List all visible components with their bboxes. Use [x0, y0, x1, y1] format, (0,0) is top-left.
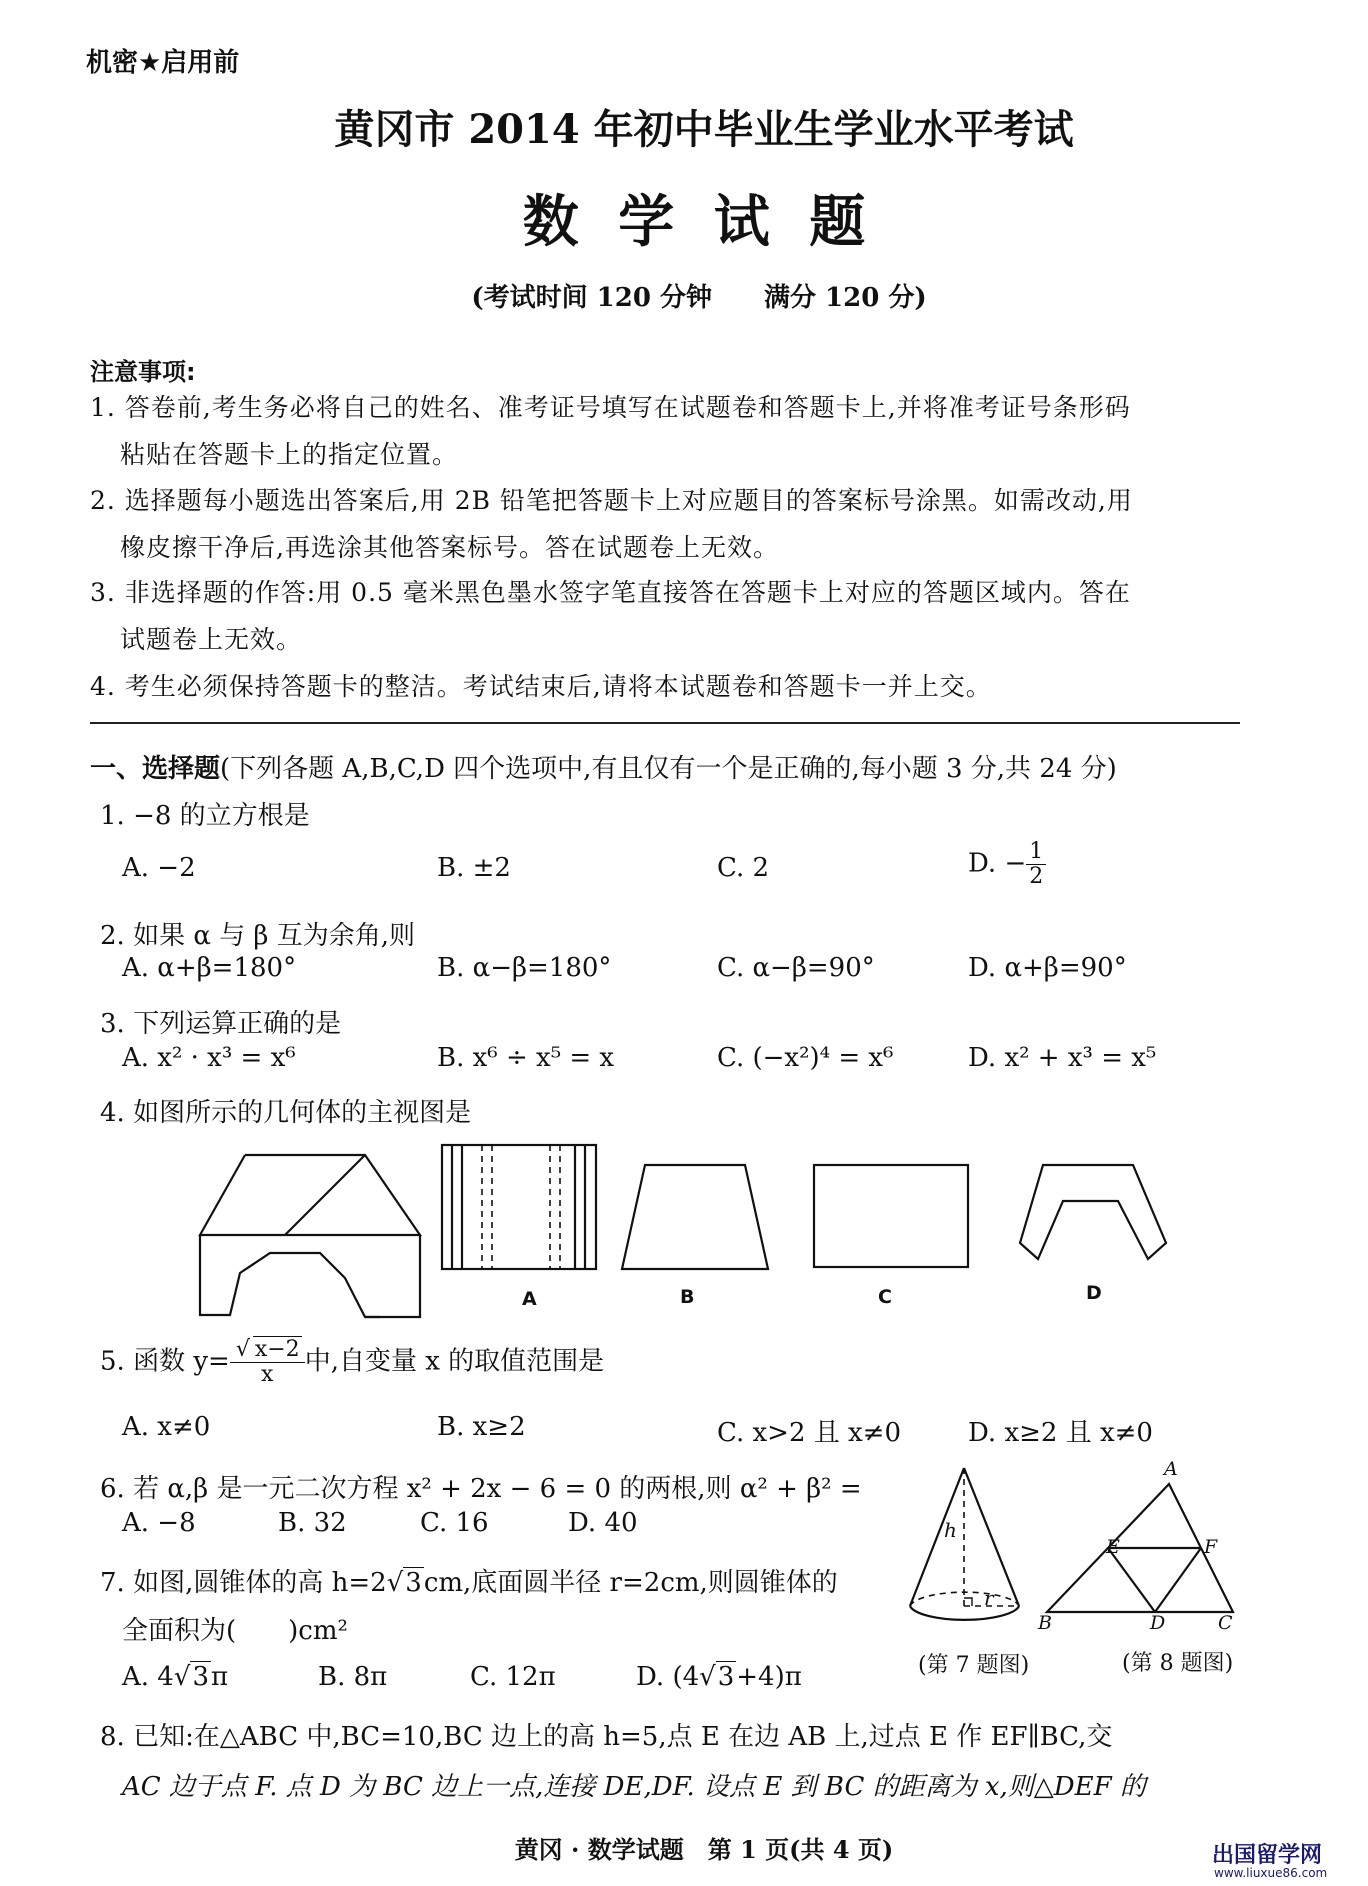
- watermark-logo: 出国留学网: [1212, 1843, 1323, 1868]
- q5-option-a: A. x≠0: [122, 1412, 211, 1442]
- notice-item-1: 1. 答卷前,考生务必将自己的姓名、准考证号填写在试题卷和答题卡上,并将准考证号条形码: [90, 393, 1131, 422]
- q1-option-d: D. − $\frac{1}{2}$: [968, 840, 1046, 889]
- q7-stem-line2: 全面积为( )cm²: [122, 1616, 348, 1646]
- notice-item-2-cont: 橡皮擦干净后,再选涂其他答案标号。答在试题卷上无效。: [120, 533, 779, 562]
- cone-label-h: h: [944, 1518, 957, 1542]
- q7-option-c: C. 12π: [470, 1662, 556, 1692]
- fig7-caption: (第 7 题图): [918, 1653, 1030, 1678]
- q8-line1: 8. 已知:在△ABC 中,BC=10,BC 边上的高 h=5,点 E 在边 AB 上,过点 E 作 EF∥BC,交: [100, 1722, 1113, 1752]
- q4-label-c: C: [878, 1286, 892, 1308]
- q2-option-d: D. α+β=90°: [968, 953, 1127, 983]
- confidential-label: 机密★启用前: [86, 48, 240, 78]
- q8-line2: AC 边于点 F. 点 D 为 BC 边上一点,连接 DE,DF. 设点 E 到 BC 的距离为 x,则△DEF 的: [122, 1772, 1146, 1802]
- triangle-label-a: A: [1164, 1458, 1178, 1480]
- q5-stem: 5. 函数 y= $\frac{√ x-2}{x}$ 中,自变量 x 的取值范围是: [100, 1337, 605, 1388]
- q4-label-b: B: [680, 1286, 695, 1308]
- q3-option-d: D. x² + x³ = x⁵: [968, 1043, 1157, 1073]
- q4-stem: 4. 如图所示的几何体的主视图是: [100, 1098, 472, 1128]
- notice-item-2: 2. 选择题每小题选出答案后,用 2B 铅笔把答题卡上对应题目的答案标号涂黑。如需改动,用: [90, 486, 1133, 515]
- notice-item-3: 3. 非选择题的作答:用 0.5 毫米黑色墨水签字笔直接答在答题卡上对应的答题区域内。答在: [90, 578, 1131, 607]
- q5-option-c: C. x>2 且 x≠0: [717, 1418, 902, 1448]
- q6-stem: 6. 若 α,β 是一元二次方程 x² + 2x − 6 = 0 的两根,则 α² + β² =: [100, 1474, 862, 1504]
- watermark-url: www.liuxue86.com: [1214, 1866, 1328, 1880]
- q4-label-d: D: [1086, 1282, 1102, 1304]
- q2-option-a: A. α+β=180°: [122, 953, 297, 983]
- triangle-label-b: B: [1038, 1612, 1052, 1634]
- q7-stem-line1: 7. 如图,圆锥体的高 h=2√3cm,底面圆半径 r=2cm,则圆锥体的: [100, 1568, 838, 1598]
- triangle-label-f: F: [1204, 1536, 1218, 1558]
- q4-option-b-figure: [620, 1163, 770, 1273]
- q5-option-b: B. x≥2: [437, 1412, 526, 1442]
- q7-option-b: B. 8π: [318, 1662, 388, 1692]
- q6-option-c: C. 16: [420, 1508, 489, 1538]
- notice-item-1-cont: 粘贴在答题卡上的指定位置。: [120, 440, 459, 469]
- page-footer: 黄冈 · 数学试题 第 1 页(共 4 页): [514, 1835, 894, 1864]
- q7-option-d: D. (4√3+4)π: [636, 1662, 802, 1692]
- q2-option-b: B. α−β=180°: [437, 953, 612, 983]
- q3-stem: 3. 下列运算正确的是: [100, 1009, 342, 1039]
- q6-option-b: B. 32: [278, 1508, 347, 1538]
- triangle-label-c: C: [1218, 1612, 1233, 1634]
- notice-title: 注意事项:: [90, 358, 196, 386]
- subject-title: 数 学 试 题: [522, 190, 876, 255]
- q1-option-a: A. −2: [122, 853, 196, 883]
- triangle-label-d: D: [1150, 1612, 1166, 1634]
- q3-option-c: C. (−x²)⁴ = x⁶: [717, 1043, 894, 1073]
- section-divider: [90, 722, 1240, 724]
- notice-item-3-cont: 试题卷上无效。: [120, 625, 303, 654]
- exam-info: (考试时间 120 分钟 满分 120 分): [471, 283, 927, 313]
- q1-option-c: C. 2: [717, 853, 770, 883]
- q4-option-c-figure: [812, 1163, 972, 1271]
- q2-stem: 2. 如果 α 与 β 互为余角,则: [100, 921, 415, 951]
- q3-option-a: A. x² · x³ = x⁶: [122, 1043, 296, 1073]
- q6-option-a: A. −8: [122, 1508, 196, 1538]
- q1-option-b: B. ±2: [437, 853, 511, 883]
- q4-label-a: A: [522, 1288, 537, 1310]
- q1-stem: 1. −8 的立方根是: [100, 801, 310, 831]
- q4-option-a-figure: [440, 1143, 600, 1273]
- q2-option-c: C. α−β=90°: [717, 953, 875, 983]
- cone-label-r: r: [984, 1586, 994, 1610]
- q6-option-d: D. 40: [568, 1508, 638, 1538]
- notice-item-4: 4. 考生必须保持答题卡的整洁。考试结束后,请将本试题卷和答题卡一并上交。: [90, 672, 992, 701]
- triangle-label-e: E: [1106, 1536, 1120, 1558]
- section1-heading: 一、选择题(下列各题 A,B,C,D 四个选项中,有且仅有一个是正确的,每小题 3 分,共 24 分): [90, 754, 1117, 784]
- q3-option-b: B. x⁶ ÷ x⁵ = x: [437, 1043, 615, 1073]
- exam-title: 黄冈市 2014 年初中毕业生学业水平考试: [334, 106, 1074, 153]
- q7-option-a: A. 4√3π: [122, 1662, 229, 1692]
- fig8-caption: (第 8 题图): [1122, 1651, 1234, 1676]
- cone-figure: [905, 1460, 1035, 1635]
- q5-option-d: D. x≥2 且 x≠0: [968, 1418, 1153, 1448]
- q4-option-d-figure: [1018, 1163, 1168, 1263]
- q4-solid-figure: [170, 1145, 430, 1325]
